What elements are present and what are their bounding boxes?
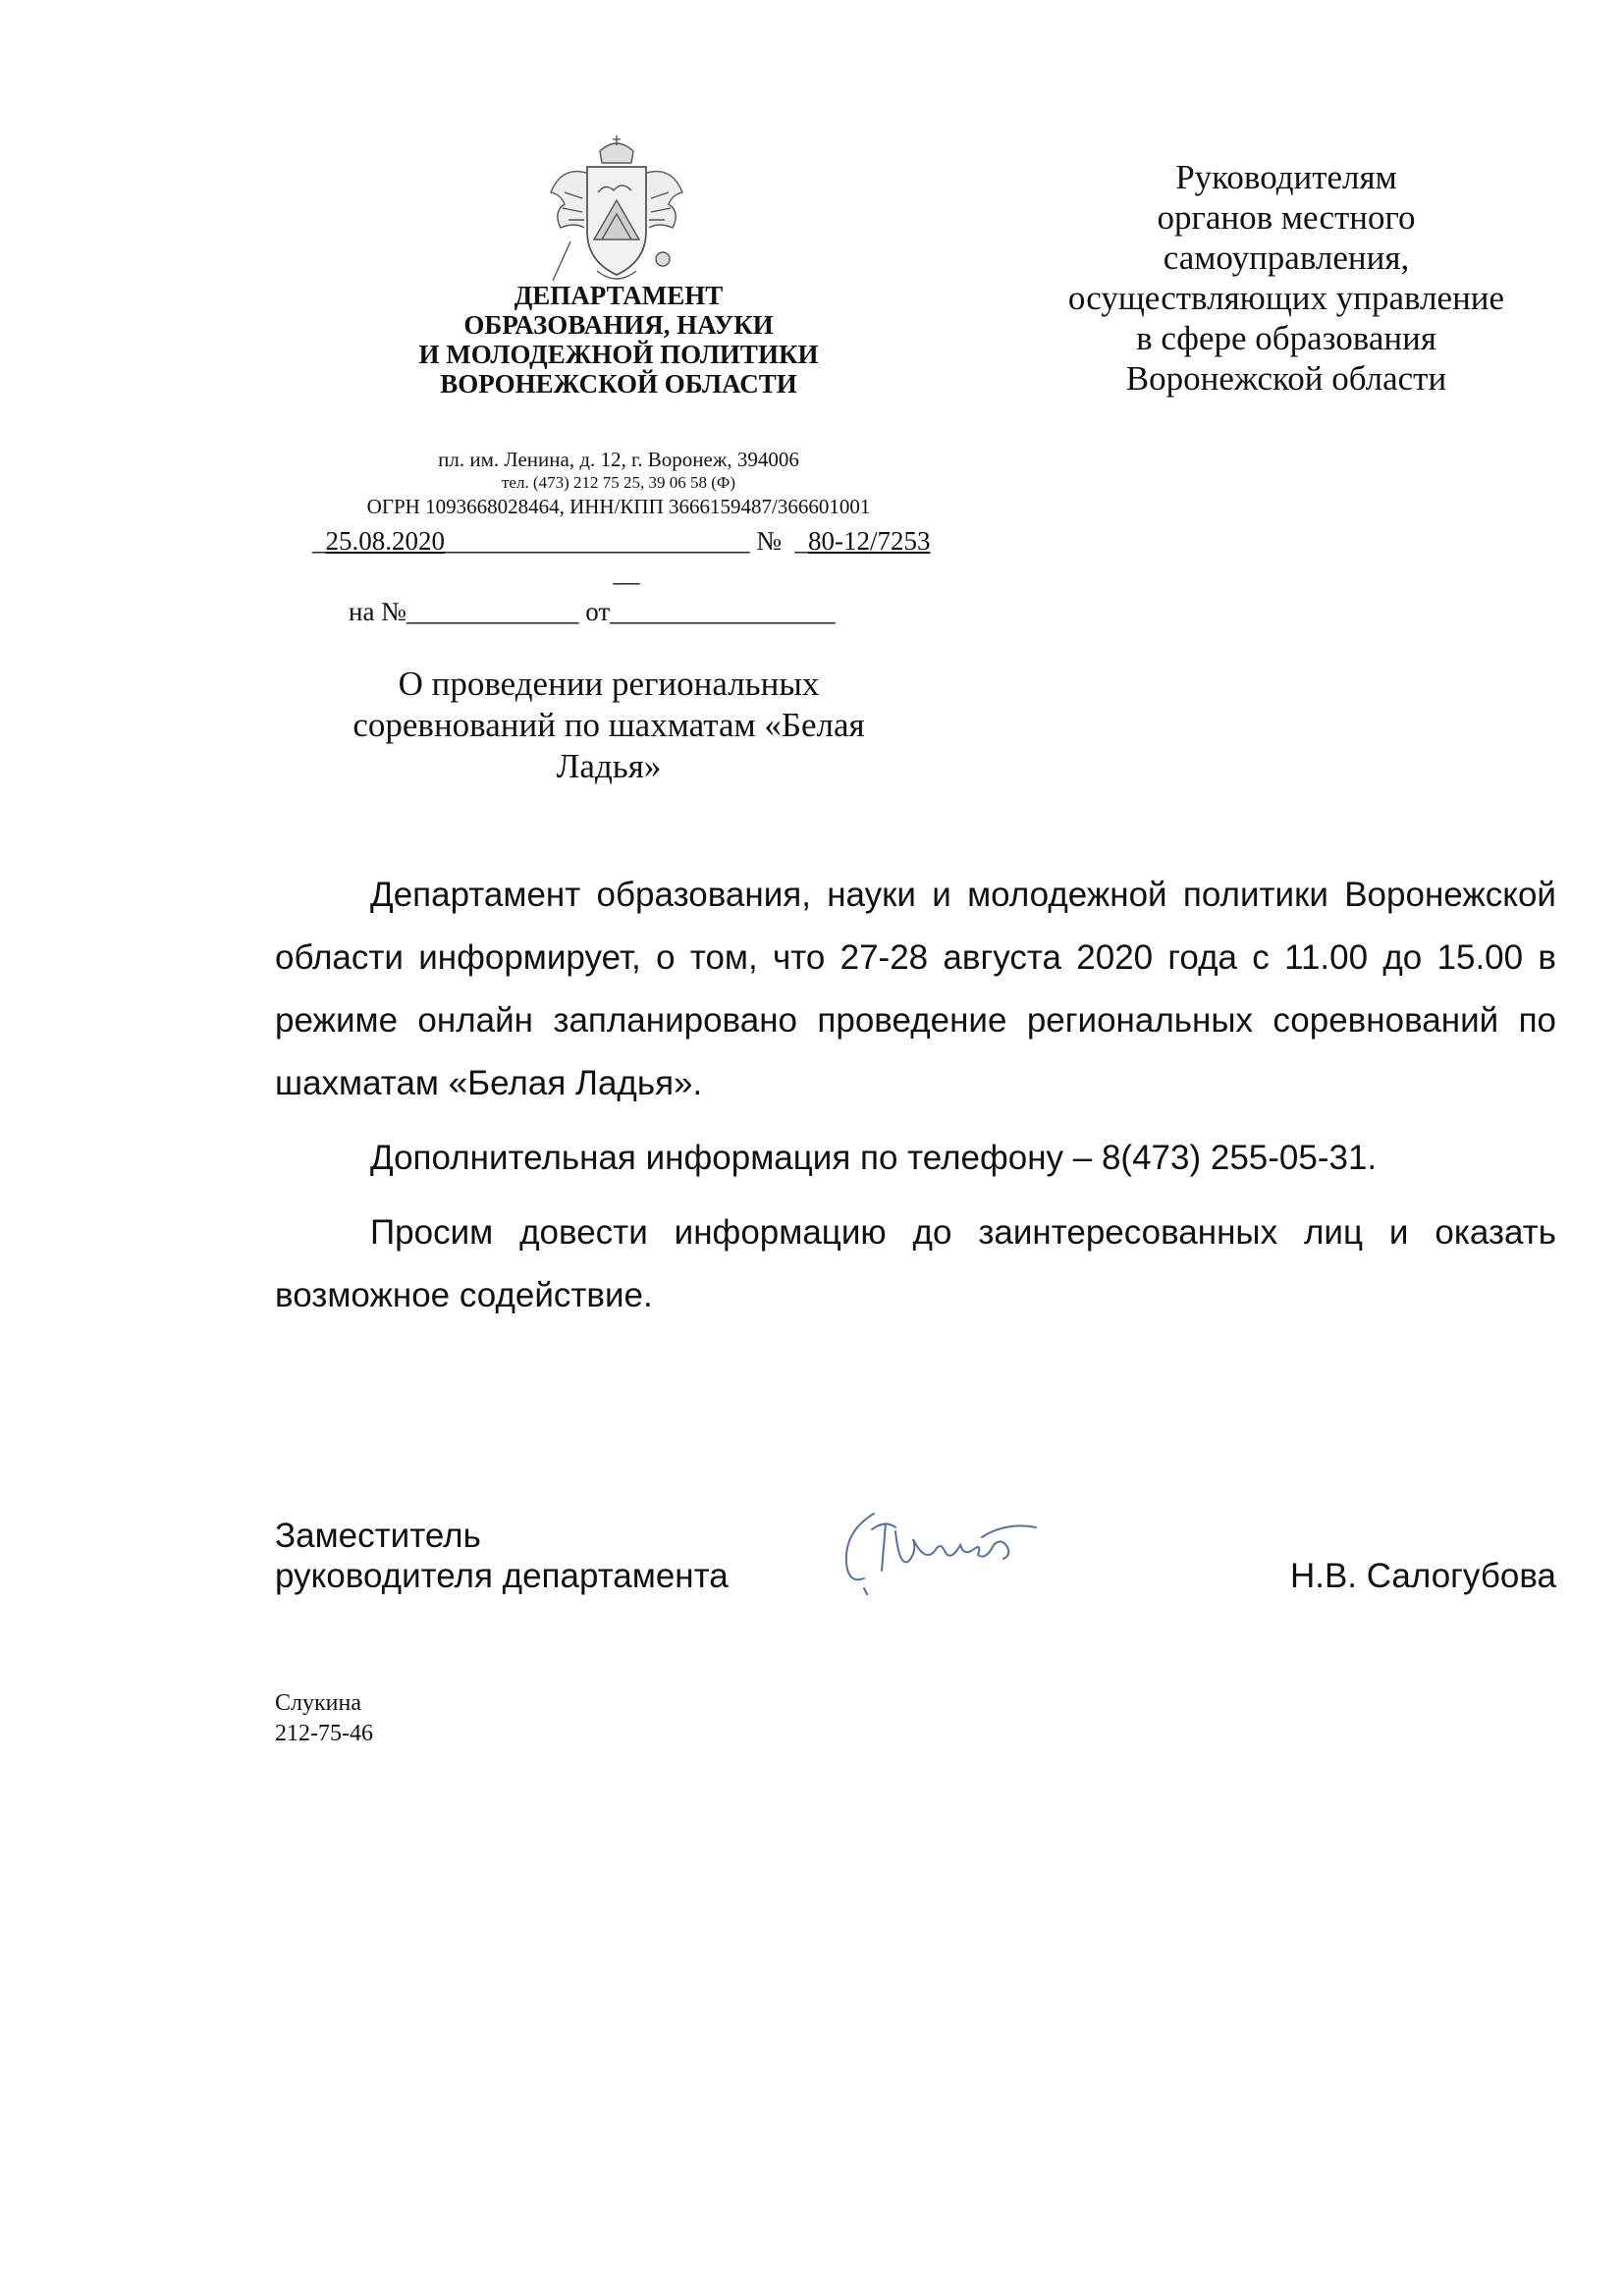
body-paragraph: Департамент образования, науки и молодежной политики Воронежской области информирует, о том, что 27-28 августа 2020 года с 11.00 до 15.00 в режиме онлайн запланировано проведение региональных соревнований по шахматам «Белая Ладья».	[275, 876, 1556, 1102]
executor-name: Слукина	[275, 1690, 361, 1716]
signatory-position	[275, 1516, 864, 1596]
executor-phone: 212-75-46	[275, 1721, 373, 1746]
subject-line: Ладья»	[556, 747, 662, 785]
dept-address: пл. им. Ленина, д. 12, г. Воронеж, 394006	[438, 448, 799, 471]
reference-line: на №_____________ от_________________	[349, 597, 836, 626]
addressee-line: в сфере образования	[1136, 319, 1436, 357]
handwritten-signature	[835, 1502, 1046, 1595]
letter-date: 25.08.2020	[325, 526, 445, 556]
addressee-line: органов местного	[1157, 198, 1416, 237]
department-contacts	[275, 448, 962, 518]
subject-line: соревнований по шахматам «Белая	[352, 706, 865, 744]
dept-registration-ids: ОГРН 1093668028464, ИНН/КПП 3666159487/366601001	[366, 495, 871, 518]
letter-body	[275, 864, 1556, 1327]
reference-date-label: от	[585, 597, 611, 626]
letter-subject	[295, 664, 923, 787]
addressee-line: самоуправления,	[1163, 239, 1410, 277]
addressee-line: Воронежской области	[1125, 359, 1447, 398]
subject-line: О проведении региональных	[398, 665, 820, 703]
dept-line: ДЕПАРТАМЕНТ	[514, 281, 724, 310]
signatory-position-line: руководителя департамента	[275, 1557, 729, 1595]
addressee-line: осуществляющих управление	[1067, 279, 1505, 317]
body-paragraph: Дополнительная информация по телефону – 8(473) 255-05-31.	[370, 1139, 1378, 1177]
executor-info	[275, 1688, 668, 1749]
addressee-block	[982, 157, 1591, 399]
addressee-line: Руководителям	[1175, 158, 1397, 196]
coat-of-arms-emblem	[543, 133, 690, 291]
number-sign: №	[756, 526, 783, 556]
dept-phone: тел. (473) 212 75 25, 39 06 58 (Ф)	[501, 473, 736, 492]
dept-line: И МОЛОДЕЖНОЙ ПОЛИТИКИ	[418, 340, 819, 369]
department-header	[324, 281, 913, 399]
registration-line: _25.08.2020_______________________ № _80-12/7253 __	[312, 526, 931, 587]
signatory-position-line: Заместитель	[275, 1517, 481, 1555]
body-paragraph: Просим довести информацию до заинтересованных лиц и оказать возможное содействие.	[275, 1213, 1556, 1314]
dept-line: ОБРАЗОВАНИЯ, НАУКИ	[463, 310, 774, 340]
letter-number: 80-12/7253	[808, 526, 931, 556]
signatory-name: Н.В. Салогубова	[1289, 1557, 1556, 1595]
reference-number-label: на №	[349, 597, 406, 626]
dept-line: ВОРОНЕЖСКОЙ ОБЛАСТИ	[440, 369, 797, 399]
